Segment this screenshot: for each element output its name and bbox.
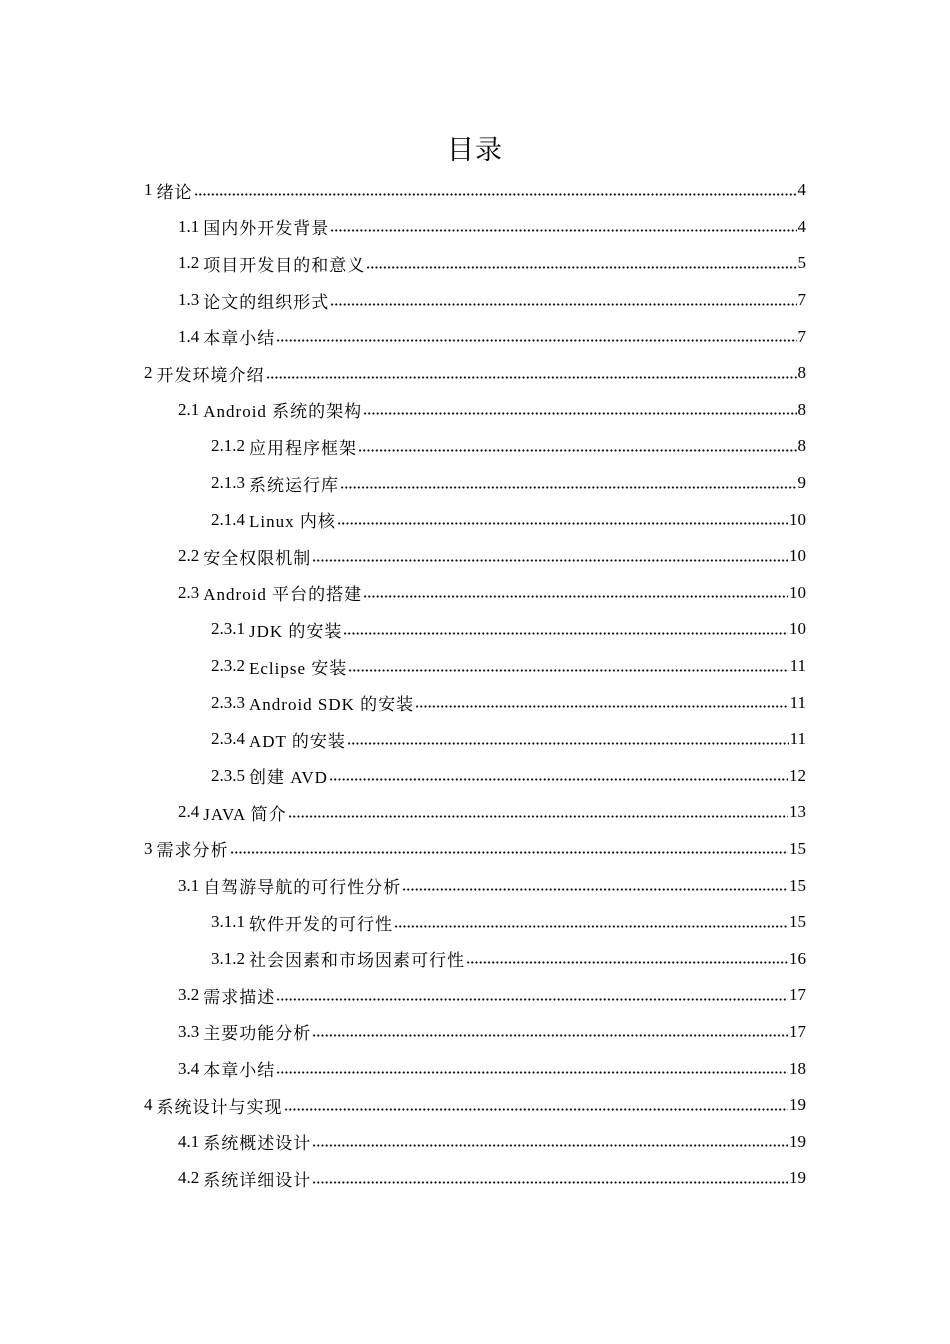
- toc-entry-page-number: 4: [797, 180, 806, 200]
- dot-leader: [343, 632, 788, 635]
- toc-entry-number: 3.1.2: [211, 948, 245, 968]
- toc-entry-number: 4.1: [178, 1131, 200, 1151]
- toc-entry[interactable]: [0, 1014, 950, 1051]
- toc-entry[interactable]: [0, 209, 950, 246]
- toc-entry-page-number: 19: [789, 1095, 806, 1115]
- toc-entry[interactable]: [0, 648, 950, 685]
- toc-entry[interactable]: [0, 977, 950, 1014]
- toc-entry-number: 1.4: [178, 326, 200, 346]
- toc-entry-label: 本章小结: [203, 1061, 276, 1081]
- toc-entry-page-number: 4: [797, 216, 806, 236]
- dot-leader: [358, 449, 797, 452]
- toc-entry[interactable]: [0, 1050, 950, 1087]
- toc-entry-page-number: 7: [797, 290, 806, 310]
- toc-entry-page-number: 18: [789, 1058, 806, 1078]
- toc-entry-page-number: 17: [789, 985, 806, 1005]
- dot-leader: [330, 229, 796, 232]
- toc-entry-label: 应用程序框架: [249, 438, 357, 458]
- toc-entry-label: 项目开发目的和意义: [203, 255, 366, 275]
- dot-leader: [347, 742, 789, 745]
- toc-entry-number: 3.3: [178, 1021, 200, 1041]
- toc-entry[interactable]: [0, 940, 950, 977]
- toc-entry[interactable]: [0, 831, 950, 868]
- toc-entry-number: 1.2: [178, 253, 200, 273]
- toc-entry[interactable]: [0, 428, 950, 465]
- toc-entry-number: 1.3: [178, 290, 200, 310]
- toc-entry-number: 2.3.3: [211, 692, 245, 712]
- toc-entry-label: 系统详细设计: [203, 1170, 312, 1190]
- toc-entry-page-number: 8: [797, 399, 806, 419]
- dot-leader: [402, 888, 788, 891]
- toc-entry-page-number: 8: [797, 436, 806, 456]
- dot-leader: [363, 595, 788, 598]
- dot-leader: [340, 486, 797, 489]
- dot-leader: [312, 559, 788, 562]
- toc-entry[interactable]: [0, 758, 950, 795]
- toc-entry-label: 软件开发的可行性: [249, 914, 393, 934]
- toc-entry-label: 系统设计与实现: [156, 1097, 283, 1117]
- dot-leader: [394, 925, 788, 928]
- dot-leader: [337, 522, 788, 525]
- dot-leader: [363, 412, 796, 415]
- toc-entry[interactable]: [0, 538, 950, 575]
- dot-leader: [276, 1071, 788, 1074]
- dot-leader: [415, 705, 788, 708]
- toc-entry[interactable]: [0, 172, 950, 209]
- toc-entry-page-number: 11: [789, 692, 806, 712]
- toc-entry-page-number: 15: [789, 875, 806, 895]
- toc-entry-number: 2.3.2: [211, 656, 245, 676]
- dot-leader: [348, 669, 788, 672]
- toc-entry-number: 1.1: [178, 216, 200, 236]
- toc-entry-number: 2.3.4: [211, 729, 245, 749]
- toc-entry-label: 主要功能分析: [203, 1024, 312, 1044]
- toc-entry[interactable]: [0, 355, 950, 392]
- toc-entry[interactable]: [0, 318, 950, 355]
- toc-list: [0, 172, 950, 1197]
- toc-entry-page-number: 19: [789, 1168, 806, 1188]
- toc-entry-number: 2.1.4: [211, 509, 245, 529]
- toc-entry-label: 系统运行库: [249, 475, 339, 495]
- toc-entry[interactable]: [0, 1160, 950, 1197]
- toc-entry[interactable]: [0, 575, 950, 612]
- toc-entry[interactable]: [0, 282, 950, 319]
- toc-entry-number: 1: [144, 180, 153, 200]
- toc-entry-label: Linux 内核: [249, 512, 336, 532]
- toc-entry-page-number: 9: [797, 473, 806, 493]
- toc-entry-number: 3.1.1: [211, 912, 245, 932]
- toc-entry[interactable]: [0, 1087, 950, 1124]
- dot-leader: [284, 1108, 789, 1111]
- dot-leader: [366, 266, 796, 269]
- toc-entry[interactable]: [0, 465, 950, 502]
- toc-entry-number: 3.4: [178, 1058, 200, 1078]
- toc-entry-number: 2.3.1: [211, 619, 245, 639]
- toc-entry-number: 3.2: [178, 985, 200, 1005]
- toc-entry-label: 自驾游导航的可行性分析: [203, 878, 402, 898]
- toc-entry-page-number: 15: [789, 838, 806, 858]
- toc-entry-label: 本章小结: [203, 329, 276, 349]
- dot-leader: [194, 193, 797, 196]
- toc-entry[interactable]: [0, 867, 950, 904]
- toc-entry-label: 需求描述: [203, 987, 276, 1007]
- toc-entry-page-number: 13: [789, 802, 806, 822]
- toc-entry-number: 2.1.3: [211, 473, 245, 493]
- dot-leader: [312, 1034, 788, 1037]
- toc-entry-number: 2.3: [178, 582, 200, 602]
- toc-entry-label: Android SDK 的安装: [249, 695, 415, 715]
- toc-entry-page-number: 5: [797, 253, 806, 273]
- toc-entry-number: 2.1: [178, 399, 200, 419]
- toc-entry[interactable]: [0, 684, 950, 721]
- toc-entry-label: 绪论: [156, 182, 193, 202]
- toc-entry-page-number: 10: [789, 509, 806, 529]
- dot-leader: [230, 851, 789, 854]
- toc-entry-label: ADT 的安装: [249, 731, 346, 751]
- dot-leader: [329, 778, 788, 781]
- dot-leader: [266, 376, 797, 379]
- toc-entry-label: Eclipse 安装: [249, 658, 348, 678]
- toc-entry-number: 3.1: [178, 875, 200, 895]
- toc-entry-label: 创建 AVD: [249, 768, 328, 788]
- toc-entry-label: 安全权限机制: [203, 548, 312, 568]
- toc-entry-page-number: 15: [789, 912, 806, 932]
- toc-entry-number: 3: [144, 838, 153, 858]
- toc-entry-number: 4.2: [178, 1168, 200, 1188]
- toc-entry-page-number: 8: [797, 363, 806, 383]
- toc-entry-number: 2.1.2: [211, 436, 245, 456]
- toc-entry[interactable]: [0, 721, 950, 758]
- dot-leader: [288, 815, 788, 818]
- toc-entry[interactable]: [0, 392, 950, 429]
- toc-entry-page-number: 10: [789, 619, 806, 639]
- toc-entry[interactable]: [0, 794, 950, 831]
- toc-entry-label: Android 系统的架构: [203, 402, 363, 422]
- toc-entry-page-number: 10: [789, 582, 806, 602]
- toc-entry-page-number: 10: [789, 546, 806, 566]
- toc-entry-label: 社会因素和市场因素可行性: [249, 951, 465, 971]
- toc-entry-number: 2: [144, 363, 153, 383]
- toc-entry-number: 2.2: [178, 546, 200, 566]
- toc-entry[interactable]: [0, 245, 950, 282]
- toc-entry-number: 2.4: [178, 802, 200, 822]
- dot-leader: [276, 339, 796, 342]
- toc-entry-label: 论文的组织形式: [203, 292, 330, 312]
- toc-entry-page-number: 11: [789, 656, 806, 676]
- toc-entry-page-number: 17: [789, 1021, 806, 1041]
- toc-entry-page-number: 12: [789, 765, 806, 785]
- toc-entry-page-number: 7: [797, 326, 806, 346]
- dot-leader: [330, 303, 796, 306]
- toc-entry[interactable]: [0, 501, 950, 538]
- toc-entry[interactable]: [0, 904, 950, 941]
- dot-leader: [312, 1181, 788, 1184]
- toc-entry-page-number: 11: [789, 729, 806, 749]
- toc-entry-label: 国内外开发背景: [203, 219, 330, 239]
- toc-entry-label: JAVA 简介: [203, 804, 287, 824]
- dot-leader: [466, 961, 788, 964]
- toc-entry-page-number: 19: [789, 1131, 806, 1151]
- dot-leader: [276, 998, 788, 1001]
- dot-leader: [312, 1144, 788, 1147]
- toc-entry-number: 4: [144, 1095, 153, 1115]
- toc-entry-label: JDK 的安装: [249, 621, 343, 641]
- toc-title: 目录: [447, 135, 503, 165]
- toc-entry[interactable]: [0, 1123, 950, 1160]
- toc-entry-label: 需求分析: [156, 841, 229, 861]
- toc-entry-label: Android 平台的搭建: [203, 585, 363, 605]
- toc-entry-label: 开发环境介绍: [156, 365, 265, 385]
- toc-entry-label: 系统概述设计: [203, 1134, 312, 1154]
- toc-entry[interactable]: [0, 611, 950, 648]
- toc-entry-number: 2.3.5: [211, 765, 245, 785]
- toc-entry-page-number: 16: [789, 948, 806, 968]
